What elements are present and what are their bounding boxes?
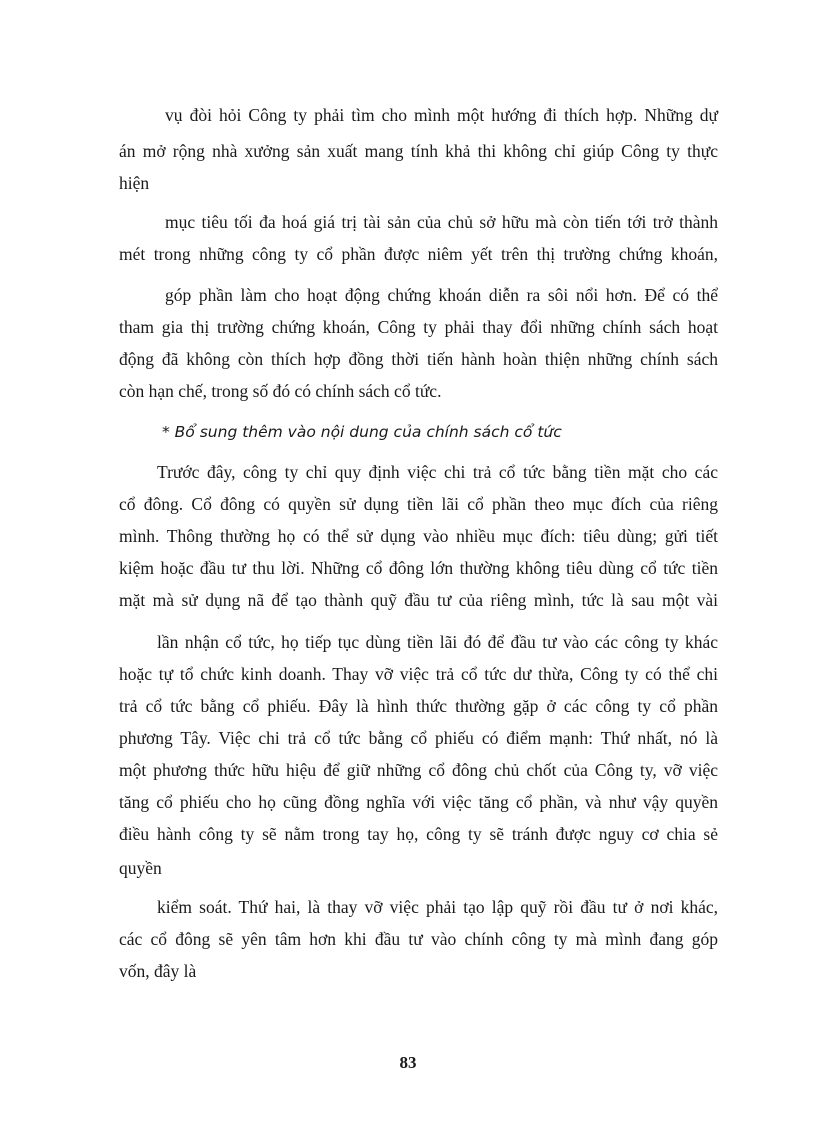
text-line: tham gia thị trường chứng khoán, Công ty phải thay đổi những chính sách hoạt — [119, 317, 718, 337]
text-line: vụ đòi hỏi Công ty phải tìm cho mình một hướng đi thích hợp. Những dự — [165, 105, 718, 125]
text-line: Trước đây, công ty chỉ quy định việc chi trả cổ tức bằng tiền mặt cho các — [157, 462, 718, 482]
text-line: kiểm soát. Thứ hai, là thay vỡ việc phải tạo lập quỹ rồi đầu tư ở nơi khác, — [157, 897, 718, 917]
text-line: còn hạn chế, trong số đó có chính sách cổ tức. — [119, 381, 442, 401]
text-line: quyền — [119, 858, 162, 878]
text-line: trả cổ tức bằng cổ phiếu. Đây là hình thức thường gặp ở các công ty cổ phần — [119, 696, 718, 716]
text-line: mục tiêu tối đa hoá giá trị tài sản của chủ sở hữu mà còn tiến tới trở thành — [165, 212, 718, 232]
text-line: mình. Thông thường họ có thể sử dụng vào nhiều mục đích: tiêu dùng; gửi tiết — [119, 526, 718, 546]
text-line: mặt mà sử dụng nã để tạo thành quỹ đầu tư của riêng mình, tức là sau một vài — [119, 590, 718, 610]
text-line: mét trong những công ty cổ phần được niêm yết trên thị trường chứng khoán, — [119, 244, 718, 264]
text-line: lần nhận cổ tức, họ tiếp tục dùng tiền lãi đó để đầu tư vào các công ty khác — [157, 632, 718, 652]
text-line: một phương thức hữu hiệu để giữ những cổ đông chủ chốt của Công ty, vỡ việc — [119, 760, 718, 780]
text-line: hiện — [119, 173, 150, 193]
text-line: án mở rộng nhà xưởng sản xuất mang tính khả thi không chỉ giúp Công ty thực — [119, 141, 718, 161]
text-line: động đã không còn thích hợp đồng thời tiến hành hoàn thiện những chính sách — [119, 349, 718, 369]
page-number: 83 — [399, 1053, 417, 1072]
text-line: phương Tây. Việc chi trả cổ tức bằng cổ phiếu có điểm mạnh: Thứ nhất, nó là — [119, 728, 718, 748]
section-heading: * Bổ sung thêm vào nội dung của chính sách cổ tức — [162, 423, 562, 441]
text-line: cổ đông. Cổ đông có quyền sử dụng tiền lãi cổ phần theo mục đích của riêng — [119, 494, 718, 514]
text-line: các cổ đông sẽ yên tâm hơn khi đầu tư vào chính công ty mà mình đang góp — [119, 929, 718, 949]
text-line: kiệm hoặc đầu tư thu lời. Những cổ đông lớn thường không tiêu dùng cổ tức tiền — [119, 558, 718, 578]
text-line: điều hành công ty sẽ nằm trong tay họ, công ty sẽ tránh được nguy cơ chia sẻ — [119, 824, 718, 844]
text-line: hoặc tự tổ chức kinh doanh. Thay vỡ việc trả cổ tức dư thừa, Công ty có thể chi — [119, 664, 718, 684]
text-line: góp phần làm cho hoạt động chứng khoán diễn ra sôi nổi hơn. Để có thể — [165, 285, 718, 305]
text-line: tăng cổ phiếu cho họ cũng đồng nghĩa với việc tăng cổ phần, và như vậy quyền — [119, 792, 718, 812]
text-line: vốn, đây là — [119, 961, 197, 981]
